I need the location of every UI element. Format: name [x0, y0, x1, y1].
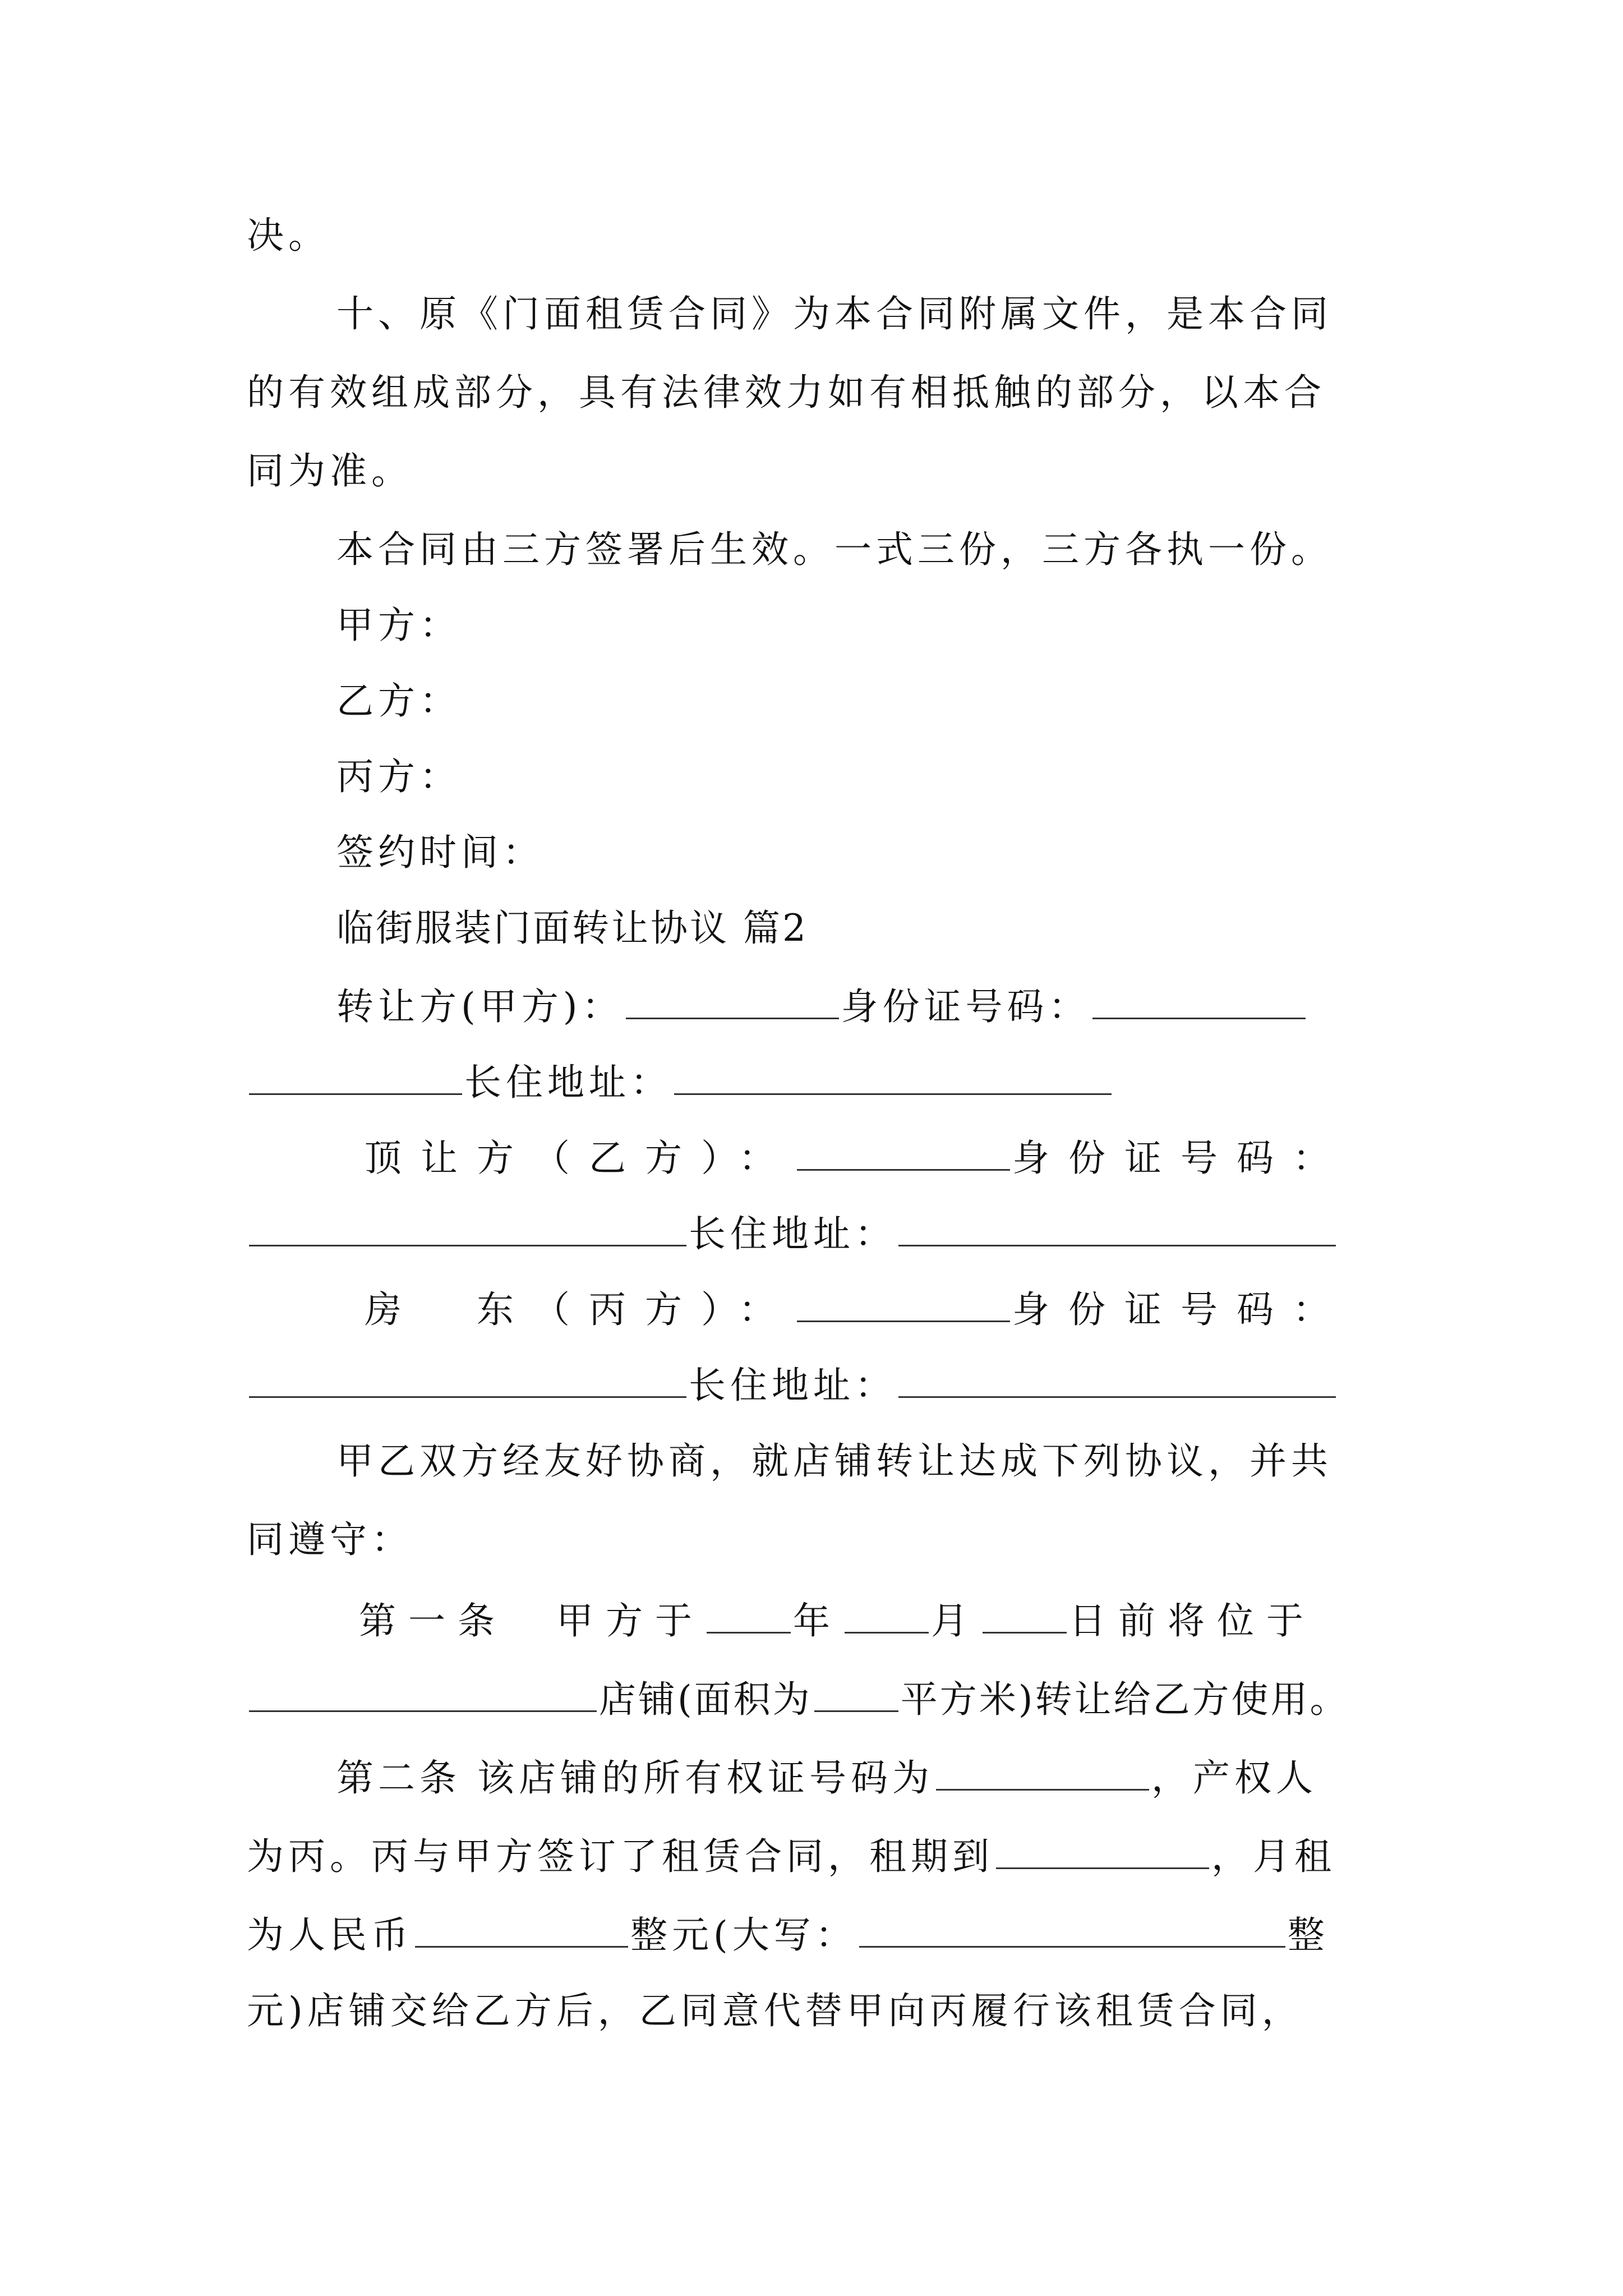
- party-c-signature: 丙方：: [336, 755, 461, 798]
- party-b-signature: 乙方：: [336, 679, 461, 723]
- lease-term-text: 为丙。丙与甲方签订了租赁合同，租期到: [247, 1835, 994, 1878]
- blank-field[interactable]: [797, 1128, 1010, 1171]
- id-label: 身份证号码：: [1012, 1137, 1349, 1180]
- year-label: 年: [793, 1599, 842, 1642]
- id-label: 身份证号码：: [1012, 1288, 1349, 1331]
- transferee-line: [365, 1128, 1349, 1184]
- location-blank[interactable]: [249, 1669, 597, 1712]
- rent-amount-blank[interactable]: [415, 1904, 628, 1948]
- article-one-prefix: 第一条 甲方于: [359, 1599, 704, 1642]
- owner-label: ，产权人: [1151, 1756, 1317, 1800]
- transfer-clause: 平方米)转让给乙方使用。: [900, 1678, 1349, 1721]
- day-blank[interactable]: [983, 1590, 1067, 1634]
- address-label: 长住地址：: [464, 1061, 672, 1104]
- article-one-line-1: [359, 1590, 1316, 1646]
- blank-field[interactable]: [249, 1355, 686, 1398]
- clause-ten-line-2: 的有效组成部分，具有法律效力如有相抵触的部分，以本合: [247, 371, 1326, 414]
- blank-field[interactable]: [1092, 976, 1306, 1019]
- certificate-blank[interactable]: [936, 1747, 1149, 1791]
- monthly-rent-label: ，月租: [1211, 1835, 1336, 1878]
- landlord-label: 房 东（丙方）：: [365, 1288, 795, 1331]
- text-line: 决。: [247, 214, 330, 257]
- transferor-label: 转让方(甲方)：: [336, 985, 624, 1028]
- id-label: 身份证号码：: [841, 985, 1090, 1028]
- article-one-line-2: [247, 1669, 1349, 1725]
- article-two-line-4: 元)店铺交给乙方后，乙同意代替甲向丙履行该租赁合同，: [247, 1989, 1303, 2032]
- address-label: 长住地址：: [689, 1364, 896, 1407]
- day-label: 日前将位于: [1069, 1599, 1316, 1642]
- area-blank[interactable]: [814, 1669, 898, 1712]
- blank-field[interactable]: [674, 1052, 1112, 1095]
- transferee-label: 顶让方（乙方）：: [365, 1137, 795, 1180]
- blank-field[interactable]: [898, 1203, 1336, 1246]
- party-a-signature: 甲方：: [336, 604, 461, 647]
- rmb-label: 为人民币: [247, 1913, 413, 1957]
- landlord-line: [365, 1279, 1349, 1335]
- address-label: 长住地址：: [689, 1212, 896, 1255]
- agreement-intro-line-2: 同遵守：: [247, 1518, 413, 1561]
- blank-field[interactable]: [898, 1355, 1336, 1398]
- rent-capital-blank[interactable]: [859, 1904, 1285, 1948]
- article-two-prefix: 第二条 该店铺的所有权证号码为: [336, 1756, 934, 1800]
- transferee-address-line: [247, 1203, 1338, 1259]
- clause-ten-line-1: 十、原《门面租赁合同》为本合同附属文件，是本合同: [336, 292, 1332, 335]
- article-two-line-1: [336, 1747, 1317, 1803]
- blank-field[interactable]: [249, 1052, 462, 1095]
- article-two-line-2: [247, 1826, 1336, 1882]
- month-blank[interactable]: [845, 1590, 929, 1634]
- landlord-address-line: [247, 1355, 1338, 1411]
- section-title: 临街服装门面转让协议 篇2: [336, 907, 808, 950]
- signing-date: 签约时间：: [336, 831, 544, 874]
- effect-clause: 本合同由三方签署后生效。一式三份，三方各执一份。: [336, 528, 1332, 571]
- transferor-address-line: [247, 1052, 1114, 1108]
- blank-field[interactable]: [797, 1279, 1010, 1322]
- year-blank[interactable]: [707, 1590, 791, 1634]
- transferor-line: [336, 976, 1308, 1032]
- clause-ten-line-3: 同为准。: [247, 449, 413, 493]
- lease-end-blank[interactable]: [996, 1826, 1209, 1869]
- agreement-intro-line-1: 甲乙双方经友好协商，就店铺转让达成下列协议，并共: [336, 1439, 1332, 1483]
- blank-field[interactable]: [626, 976, 839, 1019]
- shop-area-label: 店铺(面积为: [599, 1678, 812, 1721]
- article-two-line-3: [247, 1904, 1329, 1961]
- month-label: 月: [931, 1599, 980, 1642]
- whole-yuan-label: 整: [1287, 1913, 1329, 1957]
- blank-field[interactable]: [249, 1203, 686, 1246]
- capital-label: 整元(大写：: [630, 1913, 857, 1957]
